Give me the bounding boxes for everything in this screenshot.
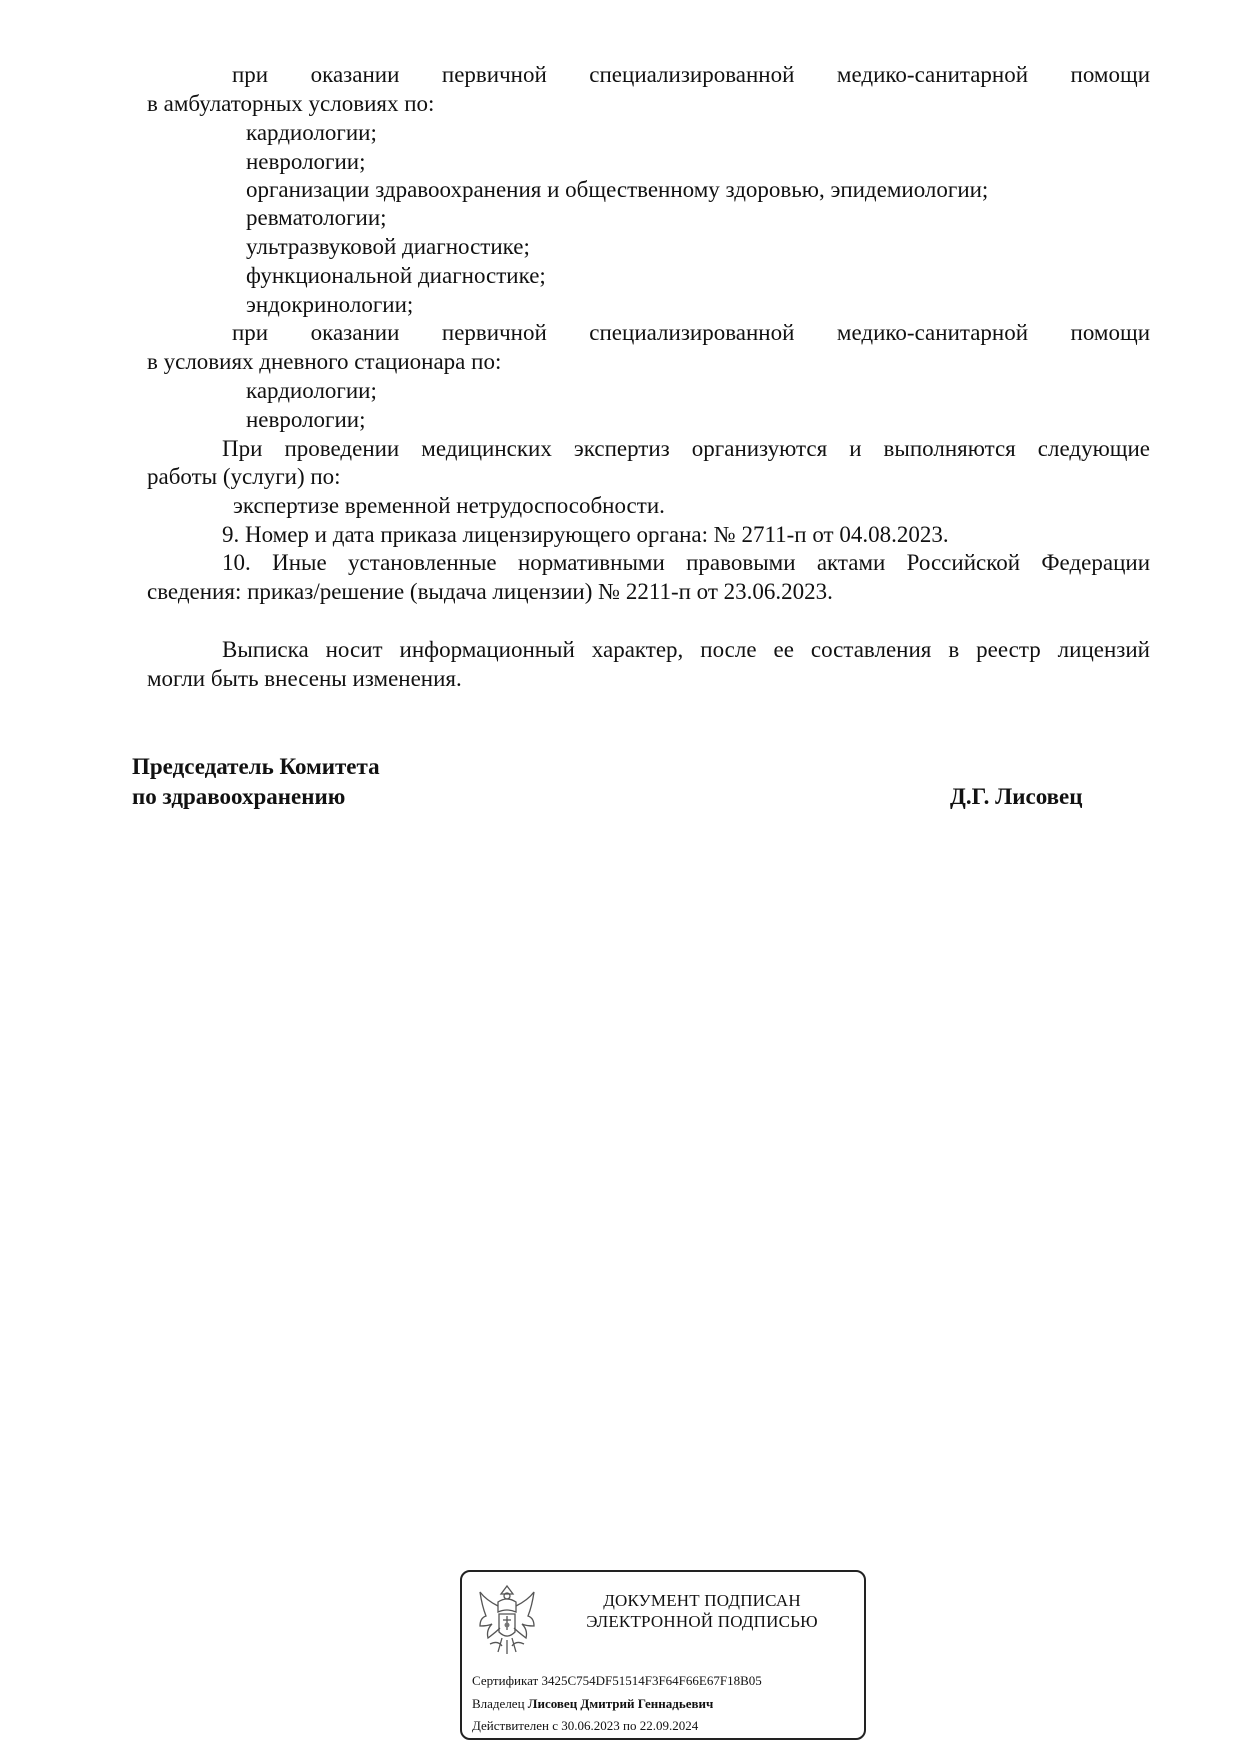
list-item: организации здравоохранения и общественному здоровью, эпидемиологии; [246,177,989,202]
paragraph-line: Выписка носит информационный характер, после ее составления в реестр лицензий [222,637,1150,662]
list-item: ревматологии; [246,205,387,230]
list-item: экспертизе временной нетрудоспособности. [233,493,665,518]
certificate-label: Сертификат [472,1673,539,1688]
owner-label: Владелец [472,1696,525,1711]
signer-name: Д.Г. Лисовец [950,784,1083,809]
signer-position: Председатель Комитета [132,754,380,779]
list-item: кардиологии; [246,378,377,403]
russian-coat-of-arms-icon [476,1582,538,1662]
paragraph-line: сведения: приказ/решение (выдача лицензии) № 2211-п от 23.06.2023. [147,579,833,604]
list-item: ультразвуковой диагностике; [246,234,530,259]
stamp-title-line: ДОКУМЕНТ ПОДПИСАН [603,1591,801,1610]
validity-text: Действителен с 30.06.2023 по 22.09.2024 [472,1718,699,1733]
list-item: неврологии; [246,149,366,174]
owner-value: Лисовец Дмитрий Геннадьевич [527,1696,714,1711]
paragraph-line: При проведении медицинских экспертиз организуются и выполняются следующие [222,436,1150,461]
stamp-title-line: ЭЛЕКТРОННОЙ ПОДПИСЬЮ [586,1612,818,1631]
paragraph-line: при оказании первичной специализированной медико-санитарной помощи [232,62,1150,87]
paragraph-line: работы (услуги) по: [147,464,341,489]
paragraph-line: в условиях дневного стационара по: [147,349,502,374]
list-item: эндокринологии; [246,292,414,317]
paragraph-line: 10. Иные установленные нормативными правовыми актами Российской Федерации [222,550,1150,575]
owner-row [472,1696,713,1712]
paragraph-line: при оказании первичной специализированной медико-санитарной помощи [232,320,1150,345]
electronic-signature-stamp [460,1570,866,1740]
paragraph-line: в амбулаторных условиях по: [147,91,435,116]
list-item: неврологии; [246,407,366,432]
list-item: функциональной диагностике; [246,263,546,288]
list-item: кардиологии; [246,120,377,145]
certificate-row [472,1673,762,1689]
paragraph-line: могли быть внесены изменения. [147,666,462,691]
stamp-title [552,1590,852,1632]
paragraph-line: 9. Номер и дата приказа лицензирующего органа: № 2711-п от 04.08.2023. [222,522,949,547]
signer-position: по здравоохранению [132,784,346,809]
certificate-value: 3425C754DF51514F3F64F66E67F18B05 [541,1673,762,1688]
